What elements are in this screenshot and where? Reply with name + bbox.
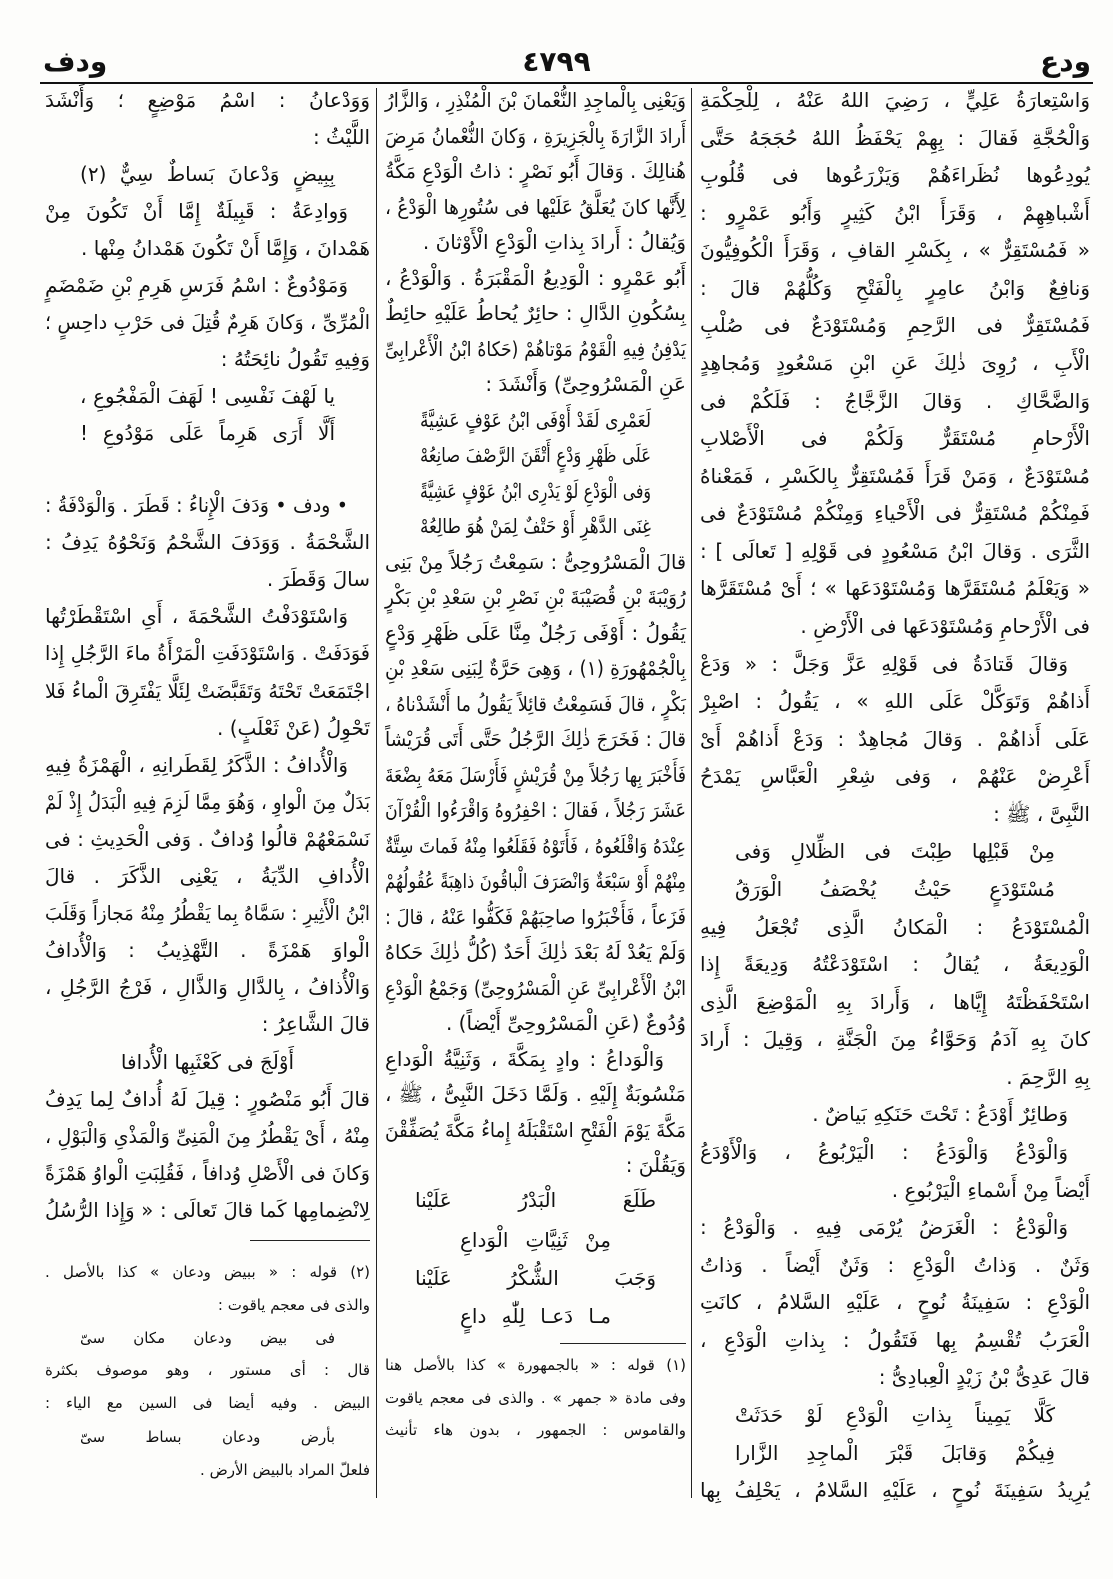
text-line: وَثَنٌ . وَذاتُ الْوَدْعِ : وَثَنٌ أَيْضاً . وَذاتُ [700,1252,1090,1277]
footnote-line: فلعلّ المراد بالبيض الأرض . [200,1461,370,1479]
footnote-line: قال : أى مستور ، وهو موصوف بكثرة [45,1361,370,1379]
text-line: النَّبِىَّ ، ﷺ : [993,801,1090,826]
text-line: لِانْضِمامِها كَما قالَ تَعالَى : « وَإِذا الرُّسُلُ [45,1197,370,1222]
text-line: رُوَيْبَةَ بْنِ قُصَيْبَةَ بْنِ نَصْرِ بْنِ سَعْدِ بْنِ بَكْرٍ [385,585,686,609]
text-line: بِهِ الرَّحِمَ . [1006,1064,1090,1089]
text-line: قالَ الشَّاعِرُ : [261,1012,370,1037]
text-line: لَعَمْرِى لَقَدْ أَوْفَى ابْنُ عَوْفٍ عَشِيَّةً [420,407,651,432]
text-line: عِنْدَهُ وَاقْلَعُوهُ ، فَأَتَوْهُ فَقَلَعُوا مِنْهُ فَماتَ سِتَّةٌ [385,833,686,858]
text-line: وَنافِعٌ وَابْنُ عامِرٍ بِالْفَتْحِ وَكُلُّهُمْ قالَ : [700,275,1090,300]
text-line: وَفى الْوَدْعِ لَوْ يَدْرِى ابْنُ عَوْفٍ عَشِيَّةً [420,478,651,503]
text-line: غِنَى الدَّهْرِ أَوْ حَتْفٌ لِمَنْ هُوَ طالِعُهْ [420,514,651,538]
text-line: اجْتَمَعَتْ تَحْتَهُ وَتَقَبَّضَتْ لِئَلَّا يَفْتَرِقَ الْماءُ فَلا [45,678,370,703]
text-line: اسْتَحْفَظْتَهُ إِيَّاها ، وَأَرادَ بِهِ الْمَوْضِعَ الَّذِى [700,989,1090,1014]
footnote-line: وفى مادة « جمهر » . والذى فى معجم ياقوت [385,1389,686,1407]
text-line: فَوَدَفَتْ . وَاسْتَوْدَفَتِ الْمَرْأَةُ ماءَ الرَّجُلِ إِذا [45,641,370,666]
footnote-line: (١) قوله : « بالجمهورة » كذا بالأصل هنا [385,1356,686,1374]
text-line: الْوَدْعِ : سَفِينَةُ نُوحٍ ، عَلَيْهِ السَّلامُ ، كانَتِ [700,1290,1090,1315]
text-line: وَوَدْعانُ : اسْمُ مَوْضِعٍ ؛ وَأَنْشَدَ [45,88,370,112]
text-line: فَزَعاً ، فَأَخْبَرُوا صاحِبَهُمْ فَكَفُّوا عَنْهُ ، قالَ : [385,904,686,929]
text-line: الْأُدافِ الدِّيَةُ ، يَعْنِى الذَّكَرَ . قالَ [45,864,370,888]
text-line: ابْنُ الْأَعْرابِىِّ عَنِ الْمَسْرُوحِىِّ) وَجَمْعُ الْوَدْعِ [385,975,686,1000]
text-line: يَقُولُ : أَوْفَى رَجُلٌ مِنَّا عَلَى ظَهْرِ وَدْعٍ [385,620,686,645]
text-line: وَيَعْنِى بِالْماجِدِ النُّعْمانَ بْنَ الْمُنْذِرِ ، وَالزَّارُ [385,88,686,112]
text-line: • ودف • وَدَفَ الْإِناءُ : قَطَرَ . وَالْوَدْفَةُ : [45,493,348,517]
text-line: فَمُسْتَقِرٌّ فى الرَّحِمِ وَمُسْتَوْدَعٌ فى صُلْبِ [700,313,1090,338]
text-line: مُسْتَوْدَعٍ حَيْثُ يُخْصَفُ الْوَرَقُ [735,876,1055,901]
text-line: كَلَّا يَمِيناً بِذاتِ الْوَدْعِ لَوْ حَدَثَتْ [735,1402,1055,1427]
text-line: يُرِيدُ سَفِينَةَ نُوحٍ ، عَلَيْهِ السَّلامُ ، يَحْلِفُ بِها [700,1478,1090,1503]
text-line: وَالْأُدافُ : الذَّكَرُ لِقَطَرانِهِ ، الْهَمْزَةُ فِيهِ [45,752,348,777]
text-line: وَطائِرٌ أَوْدَعُ : تَحْتَ حَنَكِهِ بَياضٌ . [812,1102,1068,1127]
text-line: هَمْدانَ ، وَإِمَّا أَنْ تَكُونَ هَمْدانُ مِنْها . [81,236,370,260]
text-line: سالَ وَقَطَرَ . [266,567,370,592]
text-line: نَسْمَعْهُمْ قالُوا وُدافٌ . وَفى الْحَدِيثِ : فى [45,826,370,851]
text-line: وَيَقُلْنَ : [625,1153,686,1177]
text-line: مَنْسُوبَةٌ إِلَيْهِ . وَلَمَّا دَخَلَ النَّبِىُّ ، ﷺ ، [385,1082,686,1106]
text-line: وَاسْتَوْدَفْتُ الشَّحْمَةَ ، أَىِ اسْتَقْطَرْتُها [45,604,348,629]
text-line: وَالْوَدْعُ : الْغَرَضُ يُرْمَى فِيهِ . وَالْوَدْعُ : [700,1215,1068,1240]
text-line: أَبُو عَمْرٍو : الْوَدِيعُ الْمَقْبَرَةُ . وَالْوَدْعُ ، [385,265,686,290]
text-line: فى الْأَرْحامِ وَمُسْتَوْدَعَها فى الْأَرْضِ . [800,613,1090,638]
text-column-left [45,0,370,1579]
text-line: بِبِيضٍ وَدْعانَ بَساطٌ سِيٌّ (٢) [80,162,335,186]
text-line: ابْنُ الْأَثِيرِ : سَمَّاهُ بِما يَقْطُرُ مِنْهُ مَجازاً وَقَلَبَ [45,901,370,926]
footnote-line: فى بيض ودعان مكان سىّ [80,1329,335,1347]
text-line: بِالْجُمْهُورَةِ (١) ، وَهِىَ حَرَّةٌ لِبَنِى سَعْدِ بْنِ [385,656,687,680]
text-line: الثَّرَى . وَقالَ ابْنُ مَسْعُودٍ فى قَوْلِهِ [ تَعالَى ] : [700,538,1090,563]
text-line: وَلَمْ يَعُدْ لَهُ بَعْدَ ذٰلِكَ أَحَدٌ (كُلُّ ذٰلِكَ حَكاهُ [385,940,686,964]
text-line: أَيْضاً مِنْ أَسْماءِ الْيَرْبُوعِ . [891,1177,1090,1202]
text-line: أَشْباهِهِمْ ، وَقَرَأَ ابْنُ كَثِيرٍ وَأَبُو عَمْرٍو : [700,200,1090,225]
text-line: قالَ عَدِىُّ بْنُ زَيْدٍ الْعِبادِىُّ : [878,1365,1090,1390]
footnote-line: (٢) قوله : « ببيض ودعان » كذا بالأصل . [45,1263,370,1281]
text-line: وَالْحُجَّةِ فَقالَ : بِهِمْ يَحْفَظُ اللهُ حُجَجَهُ حَتَّى [700,125,1090,150]
footnote-line: والذى فى معجم ياقوت : [217,1296,370,1314]
text-line: قالَ : فَخَرَجَ ذٰلِكَ الرَّجُلُ حَتَّى أَتَى قُرَيْشاً [385,727,686,751]
text-line: وَجَبَ الشُّكْرُ عَلَيْنا [415,1266,656,1290]
text-line: مـا دَعـا لِلّٰهِ داعٍ [460,1304,611,1328]
text-line: مِنْ ثَنِيَّاتِ الْوَداعِ [460,1228,611,1252]
text-line: مَكَّةَ يَوْمَ الْفَتْحِ اسْتَقْبَلَهُ إِماءُ مَكَّةَ يُصَفِّقْنَ [385,1117,686,1142]
text-line: الشَّحْمَةُ . وَوَدَفَ الشَّحْمُ وَنَحْوُهُ يَدِفُ : [45,530,370,555]
text-line: بَدَلٌ مِنَ الْواوِ ، وَهُوَ مِمَّا لَزِمَ فِيهِ الْبَدَلُ إِذْ لَمْ [45,789,370,814]
header-root-word-right: ودع [1040,45,1091,78]
text-line: « فَمُسْتَقِرٌّ » ، بِكَسْرِ القافِ ، وَقَرَأَ الْكُوفِيُّونَ [700,238,1090,263]
text-column-middle [385,0,686,1579]
text-line: فَأَخْبَرَ بِها رَجُلاً مِنْ قُرَيْشٍ فَأَرْسَلَ مَعَهُ بِضْعَةَ [385,762,686,787]
text-line: وَوادِعَةُ : قَبِيلَةٌ إِمَّا أَنْ تَكُونَ مِنْ [45,199,348,223]
text-line: بَكْرٍ ، قالَ فَسَمِعْتُ قائِلاً يَقُولُ ما أَنْشَدْناهُ ، [385,691,686,716]
text-line: مُسْتَوْدَعٌ ، وَمَنْ قَرَأَ فَمُسْتَقِرٌّ بِالكَسْرِ ، فَمَعْناهُ [700,463,1090,488]
column-divider-right [691,88,692,1498]
text-line: تَحْوِلُ (عَنْ ثَعْلَبٍ) . [216,715,370,740]
text-line: مِنْ قَبْلِها طِبْتَ فى الظِّلالِ وَفى [735,839,1055,864]
text-line: طَلَعَ الْبَدْرُ عَلَيْنا [415,1188,656,1212]
text-line: الْعَرَبُ تُقْسِمُ بِها فَتَقُولُ : بِذاتِ الْوَدْعِ ، [700,1327,1090,1352]
text-line: وَمَوْدُوعٌ : اسْمُ فَرَسِ هَرِمِ بْنِ ضَمْضَمٍ [45,273,348,297]
text-line: أَوْلَجَ فى كَعْثَبِها الْأُدافا [120,1049,295,1074]
text-line: بِسُكُونِ الدَّالِ : حائِرٌ يُحاطُ عَلَيْهِ حائِطٌ [385,301,686,325]
text-line: الْواوَ هَمْزَةً . التَّهْذِيبُ : وَالْأُدافُ [45,938,370,963]
text-line: الْمُسْتَوْدَعُ : الْمَكانُ الَّذِى تُجْعَلُ فِيهِ [700,914,1090,939]
column-divider-left [376,88,377,1498]
text-line: مِنْهُمْ أَوْ سَبْعَةٌ وَانْصَرَفَ الْباقُونَ ذاهِبَةً عُقُولُهُمْ [385,869,686,893]
text-line: وَالْوَداعُ : وادٍ بِمَكَّةَ ، وَثَنِيَّةُ الْوَداعِ [385,1046,664,1071]
text-line: أَلَّا أَرَى هَرِماً عَلَى مَوْدُوعِ ! [80,421,335,445]
text-column-right [700,0,1090,1579]
text-line: وَفِيهِ تَقُولُ نائِحَتُهُ : [220,347,370,371]
text-line: لِأَنَّها كانَ يُعَلَّقُ عَلَيْها فى سُتُورِها الْوَدْعُ ، [385,194,686,219]
text-line: اللَّيْثُ : [312,125,370,149]
text-line: عَلَى أَذاهُمْ . وَقالَ مُجاهِدٌ : وَدَعْ أَذاهُمْ أَىْ [700,726,1090,751]
text-line: أَذاهُمْ وَتَوَكَّلْ عَلَى اللهِ » ، يَقُولُ : اصْبِرْ [700,689,1090,714]
text-line: عَلَى ظَهْرِ وَدْعٍ أَتْقَنَ الرَّصْفَ صانِعُهْ [420,443,651,467]
footnote-line: والقاموس : الجمهور ، بدون هاء تأنيث [385,1421,686,1439]
text-line: أَرادَ الزَّارَةَ بِالْجَزِيرَةِ ، وَكانَ النُّعْمانُ مَرِضَ [385,123,686,148]
text-line: كانَ بِهِ آدَمُ وَحَوَّاءُ مِنَ الْجَنَّةِ ، وَقِيلَ : أَرادَ [700,1027,1090,1052]
text-line: وَالضَّحَّاكِ . وَقالَ الزَّجَّاجُ : فَلَكُمْ فى [700,388,1090,413]
text-line: عَنِ الْمَسْرُوحِىِّ) وَأَنْشَدَ : [485,372,686,396]
text-line: يُودِعُوها نُظَراءَهُمْ وَيَزْرَعُوها فى قُلُوبِ [700,163,1090,188]
text-line: وَالْأُذافُ ، بِالدَّالِ وَالذَّالِ ، فَرْجُ الرَّجُلِ ، [45,975,370,1000]
text-line: وَالْوَدْعُ وَالْوَدَعُ : الْيَرْبُوعُ ، وَالْأَوْدَعُ [700,1139,1068,1164]
text-line: يا لَهْفَ نَفْسِى ! لَهَفَ الْمَفْجُوعِ ، [80,384,335,408]
text-line: الْأَبِ ، رُوِىَ ذٰلِكَ عَنِ ابْنِ مَسْعُودٍ وَمُجاهِدٍ [700,350,1090,375]
text-line: وَكانَ فى الْأَصْلِ وُدافاً ، فَقُلِبَتِ الْواوُ هَمْزَةً [45,1160,370,1185]
text-line: يَدْفِنُ فِيهِ الْقَوْمُ مَوْتاهُمْ (حَكاهُ ابْنُ الْأَعْرابِىِّ [385,336,686,361]
text-line: وُدُوعٌ (عَنِ الْمَسْرُوحِىِّ أَيْضاً) . [445,1011,686,1035]
text-line: مِنْهُ ، أَىْ يَقْطُرُ مِنَ الْمَنِىِّ وَالْمَذْىِ وَالْبَوْلِ ، [45,1123,370,1148]
footnote-line: بأرض ودعان بساط سىّ [80,1428,335,1446]
text-line: فَمِنْكُمْ مُسْتَقِرٌّ فى الْأَحْياءِ وَمِنْكُمْ مُسْتَوْدَعٌ فى [700,501,1090,526]
text-line: قالَ الْمَسْرُوحِىُّ : سَمِعْتُ رَجُلاً مِنْ بَنِى [385,549,686,574]
footnote-line: البيض . وفيه أيضا فى السين مع الياء : [45,1394,370,1412]
text-line: وَاسْتِعارَةُ عَلِيٍّ ، رَضِيَ اللهُ عَنْهُ ، لِلْحِكْمَةِ [700,88,1090,112]
text-line: هُنالِكَ . وَقالَ أَبُو نَصْرٍ : ذاتُ الْوَدْعِ مَكَّةُ [385,159,686,183]
text-line: وَيُقالُ : أَرادَ بِذاتِ الْوَدْعِ الْأَوْثانَ . [422,230,686,254]
text-line: قالَ أَبُو مَنْصُورٍ : قِيلَ لَهُ أُدافٌ لِما يَدِفُ [45,1086,370,1111]
text-line: « وَيَعْلَمُ مُسْتَقَرَّها وَمُسْتَوْدَعَها » ؛ أَىْ مُسْتَقَرَّها [700,576,1090,601]
header-root-word-left: ودف [43,45,108,78]
text-line: الْمُرِّىِّ ، وَكانَ هَرِمٌ قُتِلَ فى حَرْبِ داحِسٍ ؛ [45,310,370,334]
text-line: فِيكُمْ وَقابَلَ قَبْرَ الْماجِدِ الزَّارا [735,1440,1055,1465]
text-line: الْأَرْحامِ مُسْتَقَرٌّ وَلَكُمْ فى الْأَصْلابِ [700,426,1090,451]
text-line: عَشَرَ رَجُلاً ، فَقالَ : احْفِرُوهُ وَاقْرَءُوا الْقُرْآنَ [385,798,686,822]
page-number: ٤٧٩٩ [522,45,591,78]
text-line: وَقالَ قَتادَةُ فى قَوْلِهِ عَزَّ وَجَلَّ : « وَدَعْ [700,651,1068,676]
text-line: الْوَدِيعَةُ ، يُقالُ : اسْتَوْدَعْتُهُ وَدِيعَةً إِذا [700,952,1090,977]
text-line: أَعْرِضْ عَنْهُمْ ، وَفى شِعْرِ الْعَبَّاسِ يَمْدَحُ [700,764,1090,789]
